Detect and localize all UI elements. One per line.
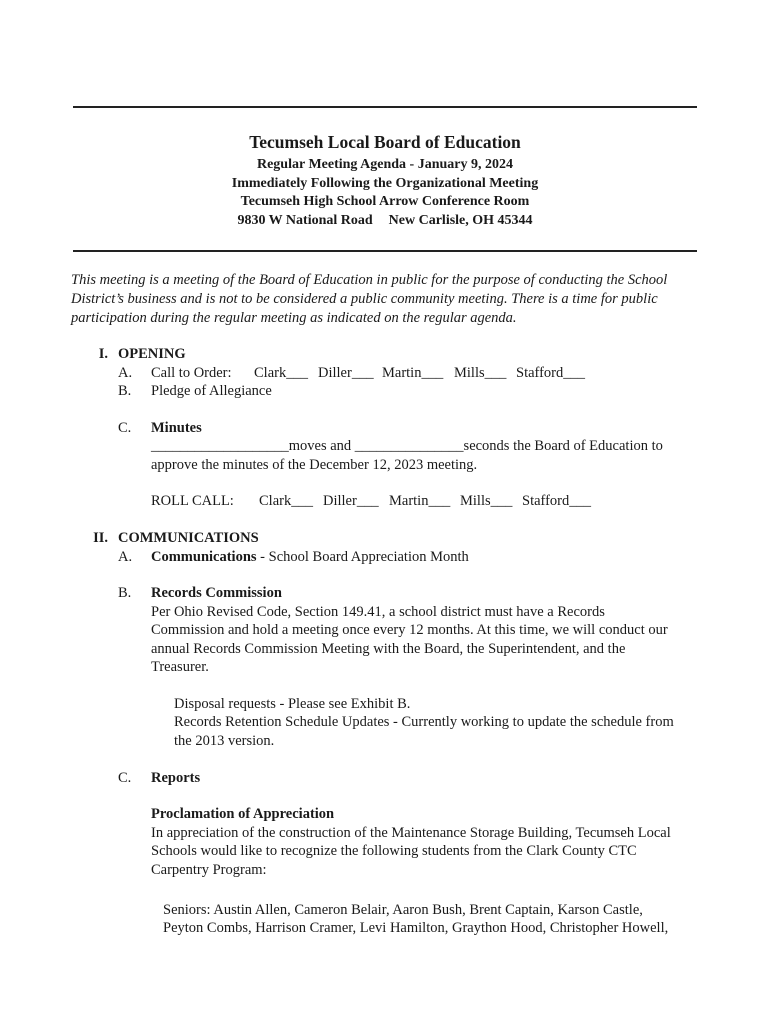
item-letter-a: A. (118, 365, 133, 381)
call-to-order-clark: Clark___ (254, 365, 308, 381)
meeting-date-line: Regular Meeting Agenda - January 9, 2024 (256, 157, 513, 172)
meeting-address-line (73, 212, 697, 231)
records-para-line: Treasurer. (151, 659, 209, 675)
pledge-item: Pledge of Allegiance (151, 383, 272, 399)
call-to-order-diller: Diller___ (318, 365, 374, 381)
retention-schedule-item: Records Retention Schedule Updates - Currently working to update the schedule from (174, 714, 674, 730)
records-para-line: Commission and hold a meeting once every 12 months. At this time, we will conduct our (151, 622, 668, 638)
roll-call-martin: Martin___ (389, 493, 451, 509)
mover-blank: ___________________ (151, 438, 289, 454)
records-para-line: Per Ohio Revised Code, Section 149.41, a school district must have a Records (151, 604, 605, 620)
section-numeral-opening: I. (98, 346, 108, 362)
section-numeral-communications: II. (93, 530, 108, 546)
proclamation-heading: Proclamation of Appreciation (151, 806, 335, 822)
call-to-order-mills: Mills___ (454, 365, 507, 381)
agenda-header (73, 130, 697, 230)
proclamation-para-line: In appreciation of the construction of the Maintenance Storage Building, Tecumseh Local (151, 825, 671, 841)
records-para-line: annual Records Commission Meeting with the Board, the Superintendent, and the (151, 641, 626, 657)
moves-text: moves and (288, 438, 355, 454)
roll-call-clark: Clark___ (259, 493, 313, 509)
seconder-blank: _______________ (354, 438, 464, 454)
meeting-timing-line: Immediately Following the Organizational Meeting (231, 175, 539, 191)
comm-item-letter-a: A. (118, 549, 133, 565)
header-bottom-rule (73, 250, 697, 252)
section-heading-opening: OPENING (118, 346, 186, 362)
address-city: New Carlisle, OH 45344 (388, 212, 533, 228)
meeting-location-line: Tecumseh High School Arrow Conference Room (240, 194, 530, 209)
comm-item-letter-b: B. (118, 585, 132, 601)
communications-detail: - School Board Appreciation Month (256, 549, 469, 565)
roll-call-stafford: Stafford___ (522, 493, 592, 509)
retention-schedule-item-cont: the 2013 version. (174, 733, 275, 749)
item-letter-c: C. (118, 420, 132, 436)
minutes-approval-line: approve the minutes of the December 12, 2023 meeting. (151, 457, 478, 473)
seniors-list-line: Seniors: Austin Allen, Cameron Belair, Aaron Bush, Brent Captain, Karson Castle, (163, 902, 643, 918)
board-title: Tecumseh Local Board of Education (249, 132, 521, 152)
records-commission-heading: Records Commission (151, 585, 282, 601)
reports-heading: Reports (151, 770, 201, 786)
communications-item (151, 548, 469, 567)
call-to-order-stafford: Stafford___ (516, 365, 586, 381)
call-to-order-martin: Martin___ (382, 365, 444, 381)
comm-item-letter-c: C. (118, 770, 132, 786)
intro-statement: This meeting is a meeting of the Board of Education in public for the purpose of conducting the School District’s business and is not to be considered a public community meeting. There is a time for public participation during the regular meeting as indicated on the regular agenda. (71, 272, 668, 326)
roll-call-diller: Diller___ (323, 493, 379, 509)
roll-call-mills: Mills___ (460, 493, 513, 509)
call-to-order-label: Call to Order: (151, 365, 232, 381)
disposal-requests-item: Disposal requests - Please see Exhibit B. (174, 696, 411, 712)
seconds-text: seconds the Board of Education to (463, 438, 663, 454)
communications-label: Communications (151, 549, 257, 565)
minutes-heading: Minutes (151, 420, 202, 436)
address-street: 9830 W National Road (237, 212, 373, 228)
section-heading-communications: COMMUNICATIONS (118, 530, 259, 546)
item-letter-b: B. (118, 383, 132, 399)
proclamation-para-line: Carpentry Program: (151, 862, 267, 878)
roll-call-label: ROLL CALL: (151, 493, 234, 509)
proclamation-para-line: Schools would like to recognize the following students from the Clark County CTC (151, 843, 637, 859)
header-top-rule (73, 106, 697, 108)
minutes-motion-line (151, 437, 663, 456)
seniors-list-line: Peyton Combs, Harrison Cramer, Levi Hamilton, Graython Hood, Christopher Howell, (163, 920, 669, 936)
